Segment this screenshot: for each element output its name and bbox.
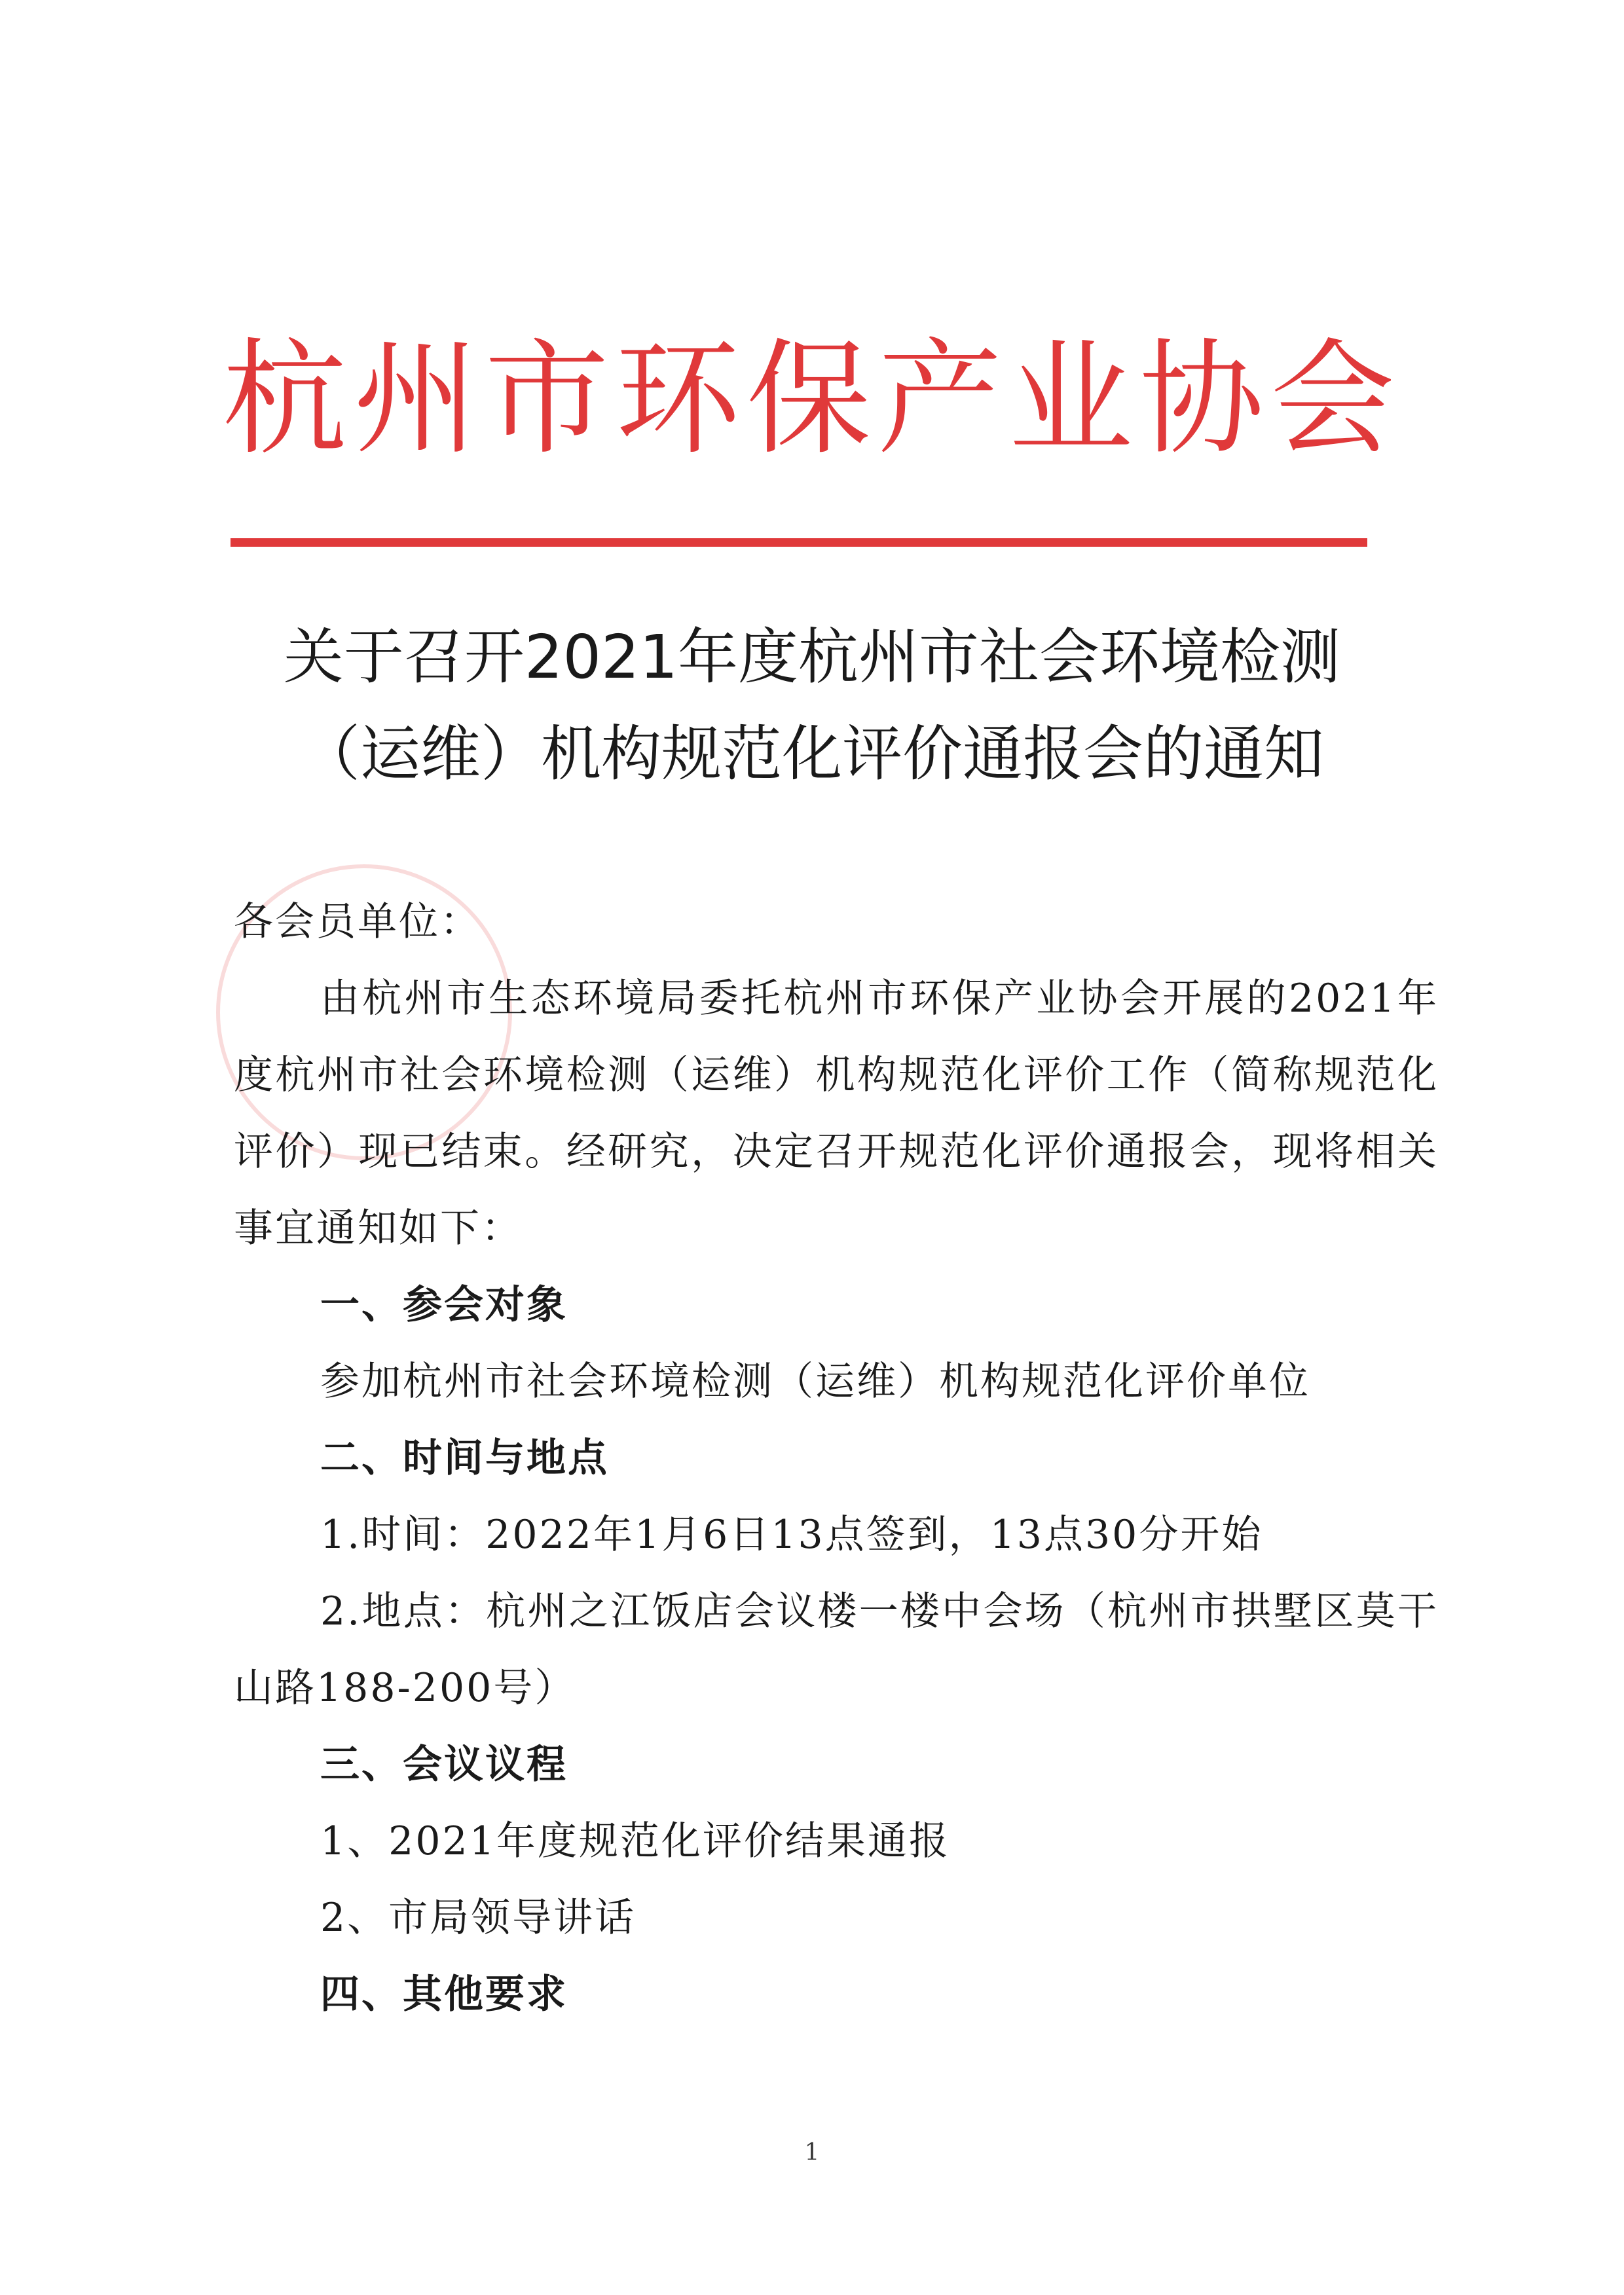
document-body xyxy=(234,884,1439,2033)
meeting-place: 2.地点：杭州之江饭店会议楼一楼中会场（杭州市拱墅区莫干山路188-200号） xyxy=(234,1588,1439,1711)
document-title-line-2: （运维）机构规范化评价通报会的通知 xyxy=(299,719,1324,789)
section-heading-attendees: 一、参会对象 xyxy=(320,1282,568,1328)
meeting-time: 1.时间：2022年1月6日13点签到，13点30分开始 xyxy=(320,1512,1263,1558)
agenda-item: 2、市局领导讲话 xyxy=(320,1895,637,1941)
page-number: 1 xyxy=(804,2139,820,2166)
section-heading-agenda: 三、会议议程 xyxy=(320,1742,568,1788)
masthead-title: 杭州市环保产业协会 xyxy=(222,327,1401,471)
document-title xyxy=(196,609,1428,803)
section-heading-time-place: 二、时间与地点 xyxy=(320,1435,609,1481)
attendees-text: 参加杭州市社会环境检测（运维）机构规范化评价单位 xyxy=(320,1359,1310,1405)
section-heading-other-requirements: 四、其他要求 xyxy=(320,1972,568,2017)
salutation: 各会员单位： xyxy=(234,899,481,945)
masthead-divider xyxy=(231,538,1367,547)
intro-paragraph: 由杭州市生态环境局委托杭州市环保产业协会开展的2021年度杭州市社会环境检测（运维）机构规范化评价工作（简称规范化评价）现已结束。经研究，决定召开规范化评价通报会，现将相关事宜通知如下： xyxy=(234,976,1439,1251)
agenda-item: 1、2021年度规范化评价结果通报 xyxy=(320,1818,950,1864)
document-title-line-1: 关于召开2021年度杭州市社会环境检测 xyxy=(283,622,1341,692)
